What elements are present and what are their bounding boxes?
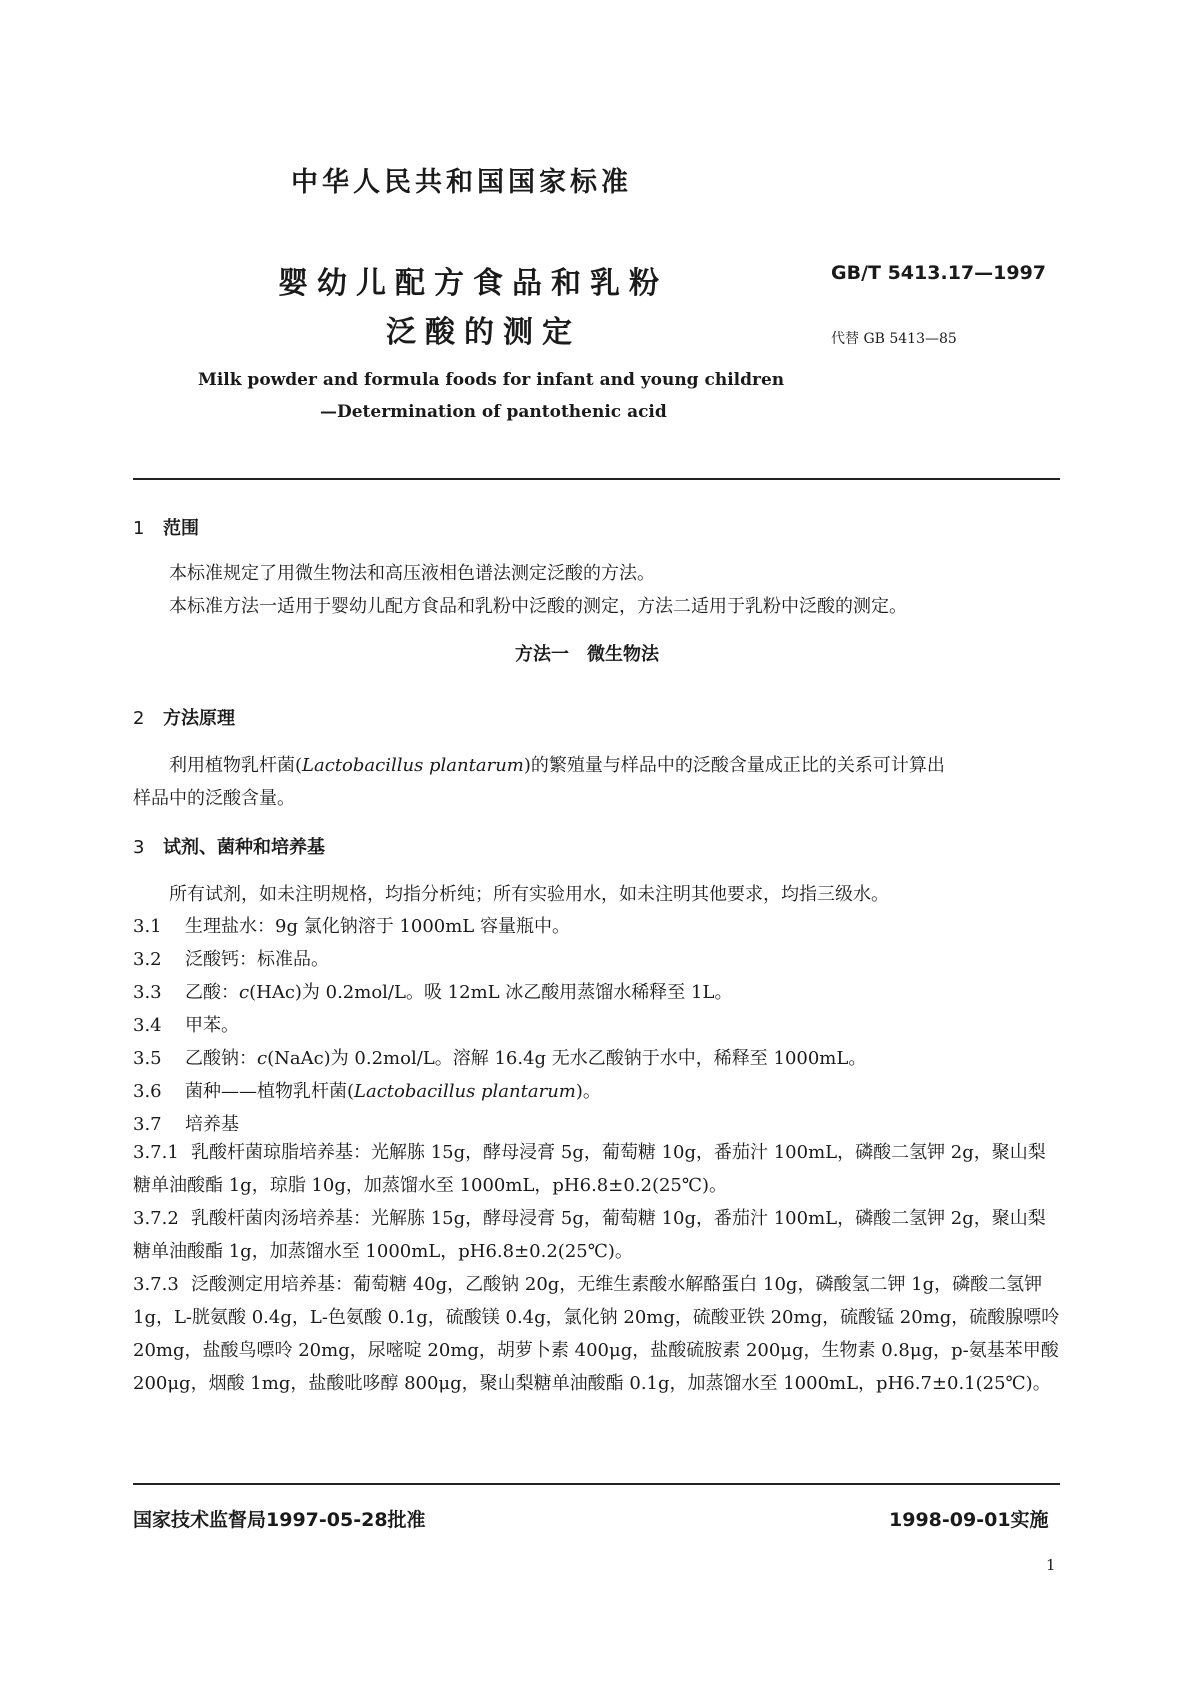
document-title-line1: 婴幼儿配方食品和乳粉 — [278, 266, 668, 301]
section-title: 方法原理 — [163, 708, 235, 729]
item-text: )。 — [575, 1081, 601, 1102]
principle-paragraph-line2: 样品中的泛酸含量。 — [133, 788, 295, 809]
latin-name: Lactobacillus plantarum — [354, 1081, 576, 1102]
item-3-5 — [133, 1044, 866, 1070]
scope-paragraph-1: 本标准规定了用微生物法和高压液相色谱法测定泛酸的方法。 — [169, 563, 655, 584]
english-title-line1: Milk powder and formula foods for infant and young children — [198, 370, 785, 390]
item-3-3 — [133, 978, 732, 1004]
item-3-7 — [133, 1110, 239, 1136]
item-text: (HAc)为 0.2mol/L。吸 12mL 冰乙酸用蒸馏水稀释至 1L。 — [249, 982, 733, 1003]
effective-date: 1998-09-01实施 — [889, 1509, 1049, 1531]
item-number: 3.4 — [133, 1015, 162, 1036]
page-number: 1 — [1046, 1556, 1056, 1574]
footer-divider — [133, 1483, 1060, 1485]
item-3-1 — [133, 912, 570, 938]
english-title-line2: —Determination of pantothenic acid — [320, 402, 667, 422]
replaces-standard: 代替 GB 5413—85 — [831, 331, 957, 347]
section-title: 范围 — [163, 518, 199, 539]
item-number: 3.1 — [133, 916, 162, 937]
item-3-2 — [133, 945, 329, 971]
section-2-heading — [133, 704, 235, 730]
item-text: 泛酸钙：标准品。 — [185, 949, 329, 970]
scope-paragraph-2: 本标准方法一适用于婴幼儿配方食品和乳粉中泛酸的测定，方法二适用于乳粉中泛酸的测定。 — [169, 596, 907, 617]
item-3-4 — [133, 1011, 239, 1037]
item-number: 3.7.1 — [133, 1142, 179, 1163]
approval-date: 国家技术监督局1997-05-28批准 — [133, 1509, 426, 1531]
section-1-heading — [133, 514, 199, 540]
concentration-symbol: c — [257, 1048, 268, 1069]
header-divider — [133, 478, 1060, 480]
item-text: 甲苯。 — [185, 1015, 239, 1036]
concentration-symbol: c — [239, 982, 250, 1003]
item-number: 3.5 — [133, 1048, 162, 1069]
document-title-line2: 泛酸的测定 — [386, 315, 581, 350]
text-run: 利用植物乳杆菌( — [169, 755, 303, 776]
latin-name: Lactobacillus plantarum — [302, 755, 524, 776]
item-number: 3.7.2 — [133, 1208, 179, 1229]
item-number: 3.2 — [133, 949, 162, 970]
item-3-7-1 — [133, 1136, 1063, 1202]
item-number: 3.3 — [133, 982, 162, 1003]
section-number: 2 — [133, 708, 145, 729]
item-text: 乳酸杆菌琼脂培养基：光解胨 15g，酵母浸膏 5g，葡萄糖 10g，番茄汁 100mL，磷酸二氢钾 2g，聚山梨糖单油酸酯 1g，琼脂 10g，加蒸馏水至 1000mL，pH6.8±0.2(25℃)。 — [133, 1142, 1046, 1196]
item-text: 菌种——植物乳杆菌( — [185, 1081, 355, 1102]
section-number: 3 — [133, 837, 145, 858]
item-number: 3.6 — [133, 1081, 162, 1102]
reagents-intro: 所有试剂，如未注明规格，均指分析纯；所有实验用水，如未注明其他要求，均指三级水。 — [169, 884, 889, 905]
section-number: 1 — [133, 518, 145, 539]
item-text: 泛酸测定用培养基：葡萄糖 40g，乙酸钠 20g，无维生素酸水解酪蛋白 10g，磷酸氢二钾 1g，磷酸二氢钾 1g，L-胱氨酸 0.4g，L-色氨酸 0.1g，硫酸镁 0.4g，氯化钠 20mg，硫酸亚铁 20mg，硫酸锰 20mg，硫酸腺嘌呤 20mg，盐酸鸟嘌呤 20mg，尿嘧啶 20mg，胡萝卜素 400μg，盐酸硫胺素 200μg，生物素 0.8μg，p-氨基苯甲酸 200μg，烟酸 1mg，盐酸吡哆醇 800μg，聚山梨糖单油酸酯 0.1g，加蒸馏水至 1000mL，pH6.7±0.1(25℃)。 — [133, 1274, 1060, 1394]
item-3-7-3 — [133, 1268, 1063, 1400]
item-number: 3.7.3 — [133, 1274, 179, 1295]
item-number: 3.7 — [133, 1114, 162, 1135]
item-text: 乙酸钠： — [185, 1048, 257, 1069]
principle-paragraph-line1 — [169, 751, 945, 777]
item-text: 生理盐水：9g 氯化钠溶于 1000mL 容量瓶中。 — [185, 916, 570, 937]
method-heading: 方法一 微生物法 — [515, 644, 659, 665]
item-text: 乙酸： — [185, 982, 239, 1003]
item-text: 乳酸杆菌肉汤培养基：光解胨 15g，酵母浸膏 5g，葡萄糖 10g，番茄汁 100mL，磷酸二氢钾 2g，聚山梨糖单油酸酯 1g，加蒸馏水至 1000mL，pH6.8±0.2(25℃)。 — [133, 1208, 1046, 1262]
text-run: )的繁殖量与样品中的泛酸含量成正比的关系可计算出 — [523, 755, 945, 776]
section-title: 试剂、菌种和培养基 — [163, 837, 325, 858]
section-3-heading — [133, 833, 325, 859]
item-text: 培养基 — [185, 1114, 239, 1135]
item-text: (NaAc)为 0.2mol/L。溶解 16.4g 无水乙酸钠于水中，稀释至 1000mL。 — [267, 1048, 867, 1069]
standard-code: GB/T 5413.17—1997 — [831, 262, 1047, 284]
item-3-7-2 — [133, 1202, 1063, 1268]
national-standard-heading: 中华人民共和国国家标准 — [291, 167, 632, 198]
item-3-6 — [133, 1077, 601, 1103]
